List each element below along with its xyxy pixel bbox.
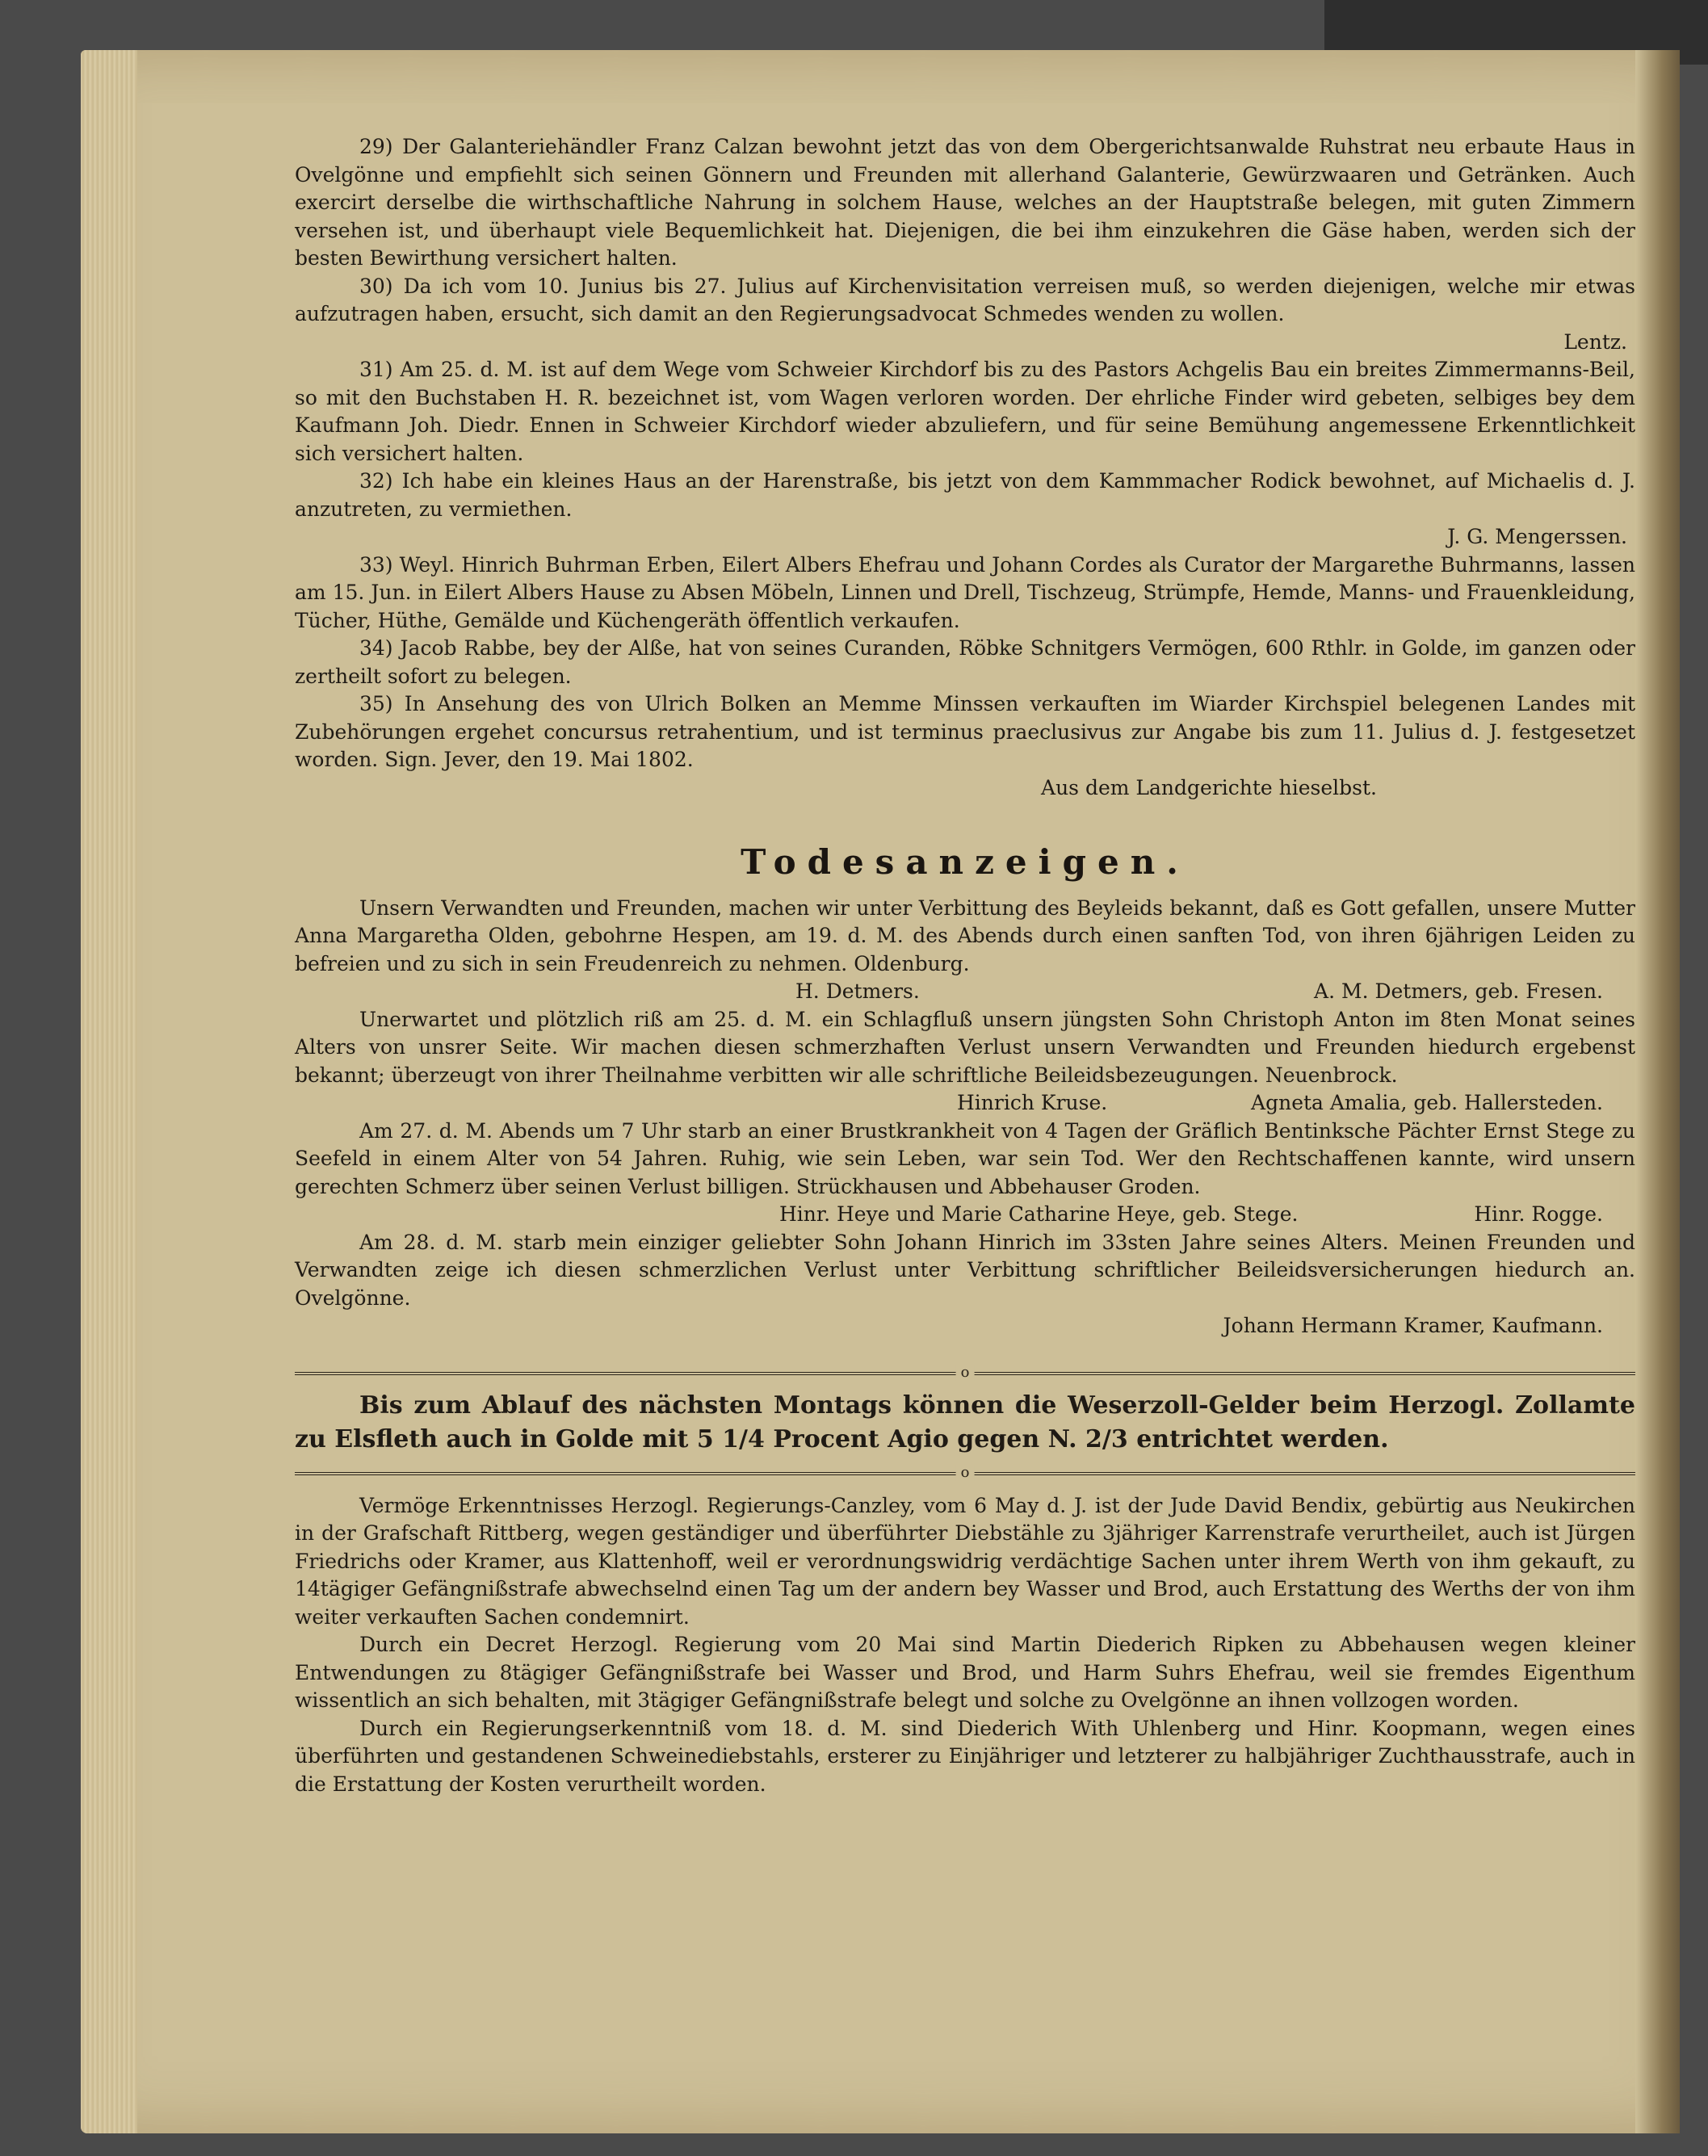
court-ruling-1: Vermöge Erkenntnisses Herzogl. Regierungs-Canzley, vom 6 May d. J. ist der Jude David Bendix, gebürtig aus Neukirchen in der Grafschaft Rittberg, wegen geständiger und überführter Diebstähle zu 3jähriger Karrenstrafe verurtheilet, auch ist Jürgen Friedrichs oder Kramer, aus Klattenhoff, weil er verordnungswidrig verdächtige Sachen unter ihrem Werth von ihm gekauft, zu 14tägiger Gefängnißstrafe abwechselnd einen Tag um der andern bey Wasser und Brod, auch Erstattung des Werths der von ihm weiter verkauften Sachen condemnirt.	[295, 1493, 1635, 1629]
advert-34: 34) Jacob Rabbe, bey der Alße, hat von seines Curanden, Röbke Schnitgers Vermögen, 600 Rthlr. in Golde, im ganzen oder zertheilt sofort zu belegen.	[295, 636, 1635, 688]
signer: Hinr. Heye und Marie Catharine Heye, geb. Stege.	[779, 1202, 1299, 1226]
advert-31: 31) Am 25. d. M. ist auf dem Wege vom Schweier Kirchdorf bis zu des Pastors Achgelis Bau ein breites Zimmermanns-Beil, so mit den Buchstaben H. R. bezeichnet ist, vom Wagen verloren worden. Der ehrliche Finder wird gebeten, selbiges bey dem Kaufmann Joh. Diedr. Ennen in Schweier Kirchdorf wieder abzuliefern, und für seine Bemühung angemessene Erkenntlichkeit sich versichert halten.	[295, 358, 1635, 465]
section-title-death-notices: Todesanzeigen.	[741, 842, 1190, 882]
advert-30: 30) Da ich vom 10. Junius bis 27. Julius auf Kirchenvisitation verreisen muß, so werden diejenigen, welche mir etwas aufzutragen haben, ersucht, sich damit an den Regierungsadvocat Schmedes wenden zu wollen.	[295, 274, 1635, 325]
death-notice-1: Unsern Verwandten und Freunden, machen wir unter Verbittung des Beyleids bekannt, daß es Gott gefallen, unsere Mutter Anna Margaretha Olden, gebohrne Hespen, am 19. d. M. des Abends durch einen sanften Tod, von ihren 6jährigen Leiden zu befreien und zu sich in sein Freudenreich zu nehmen. Oldenburg.	[295, 896, 1635, 975]
divider-ornament: o	[956, 1365, 975, 1381]
death-notice-4-signers	[295, 1312, 1635, 1340]
signer: Agneta Amalia, geb. Hallersteden.	[1251, 1091, 1603, 1114]
signer: Hinr. Rogge.	[1474, 1202, 1603, 1226]
signer: Johann Hermann Kramer, Kaufmann.	[1223, 1314, 1603, 1337]
advert-32-signature: J. G. Mengerssen.	[1447, 525, 1627, 548]
advert-30-signature: Lentz.	[1563, 329, 1627, 354]
court-ruling-2: Durch ein Decret Herzogl. Regierung vom 20 Mai sind Martin Diederich Ripken zu Abbehausen wegen kleiner Entwendungen zu 8tägiger Gefängnißstrafe bei Wasser und Brod, und Harm Suhrs Ehefrau, weil sie fremdes Eigenthum wissentlich an sich behalten, mit 3tägiger Gefängnißstrafe belegt und solche zu Ovelgönne an ihnen vollzogen worden.	[295, 1633, 1635, 1712]
death-notice-2-signers	[295, 1089, 1635, 1118]
signer: H. Detmers.	[795, 979, 920, 1003]
advert-33: 33) Weyl. Hinrich Buhrman Erben, Eilert Albers Ehefrau und Johann Cordes als Curator der Margarethe Buhrmanns, lassen am 15. Jun. in Eilert Albers Hause zu Absen Möbeln, Linnen und Drell, Tischzeug, Strümpfe, Hemde, Manns- und Frauenkleidung, Tücher, Hüthe, Gemälde und Küchengeräth öffentlich verkaufen.	[295, 552, 1635, 632]
death-notice-1-signers	[295, 978, 1635, 1006]
death-notice-2: Unerwartet und plötzlich riß am 25. d. M. ein Schlagfluß unsern jüngsten Sohn Christoph Anton im 8ten Monat seines Alters von unsrer Seite. Wir machen diesen schmerzhaften Verlust unsern Verwandten und Freunden hiedurch ergebenst bekannt; überzeugt von ihrer Theilnahme verbitten wir alle schriftliche Beileidsbezeugungen. Neuenbrock.	[295, 1007, 1635, 1087]
ornamental-divider-top	[295, 1365, 1635, 1381]
customs-notice: Bis zum Ablauf des nächsten Montags können die Weserzoll-Gelder beim Herzogl. Zollamte zu Elsfleth auch in Golde mit 5 1/4 Procent Agio gegen N. 2/3 entrichtet werden.	[295, 1390, 1635, 1453]
signer: Hinrich Kruse.	[957, 1091, 1108, 1114]
page-edge	[81, 50, 137, 2133]
advert-35: 35) In Ansehung des von Ulrich Bolken an Memme Minssen verkauften im Wiarder Kirchspiel belegenen Landes mit Zubehörungen ergehet concursus retrahentium, und ist terminus praeclusivus zur Angabe bis zum 11. Julius d. J. festgesetzet worden. Sign. Jever, den 19. Mai 1802.	[295, 692, 1635, 771]
page-text	[295, 133, 1635, 1798]
death-notice-3-signers	[295, 1201, 1635, 1229]
advert-29: 29) Der Galanteriehändler Franz Calzan bewohnt jetzt das von dem Obergerichtsanwalde Ruhstrat neu erbaute Haus in Ovelgönne und empfiehlt sich seinen Gönnern und Freunden mit allerhand Galanterie, Gewürzwaaren und Getränken. Auch exercirt derselbe die wirthschaftliche Nahrung in solchem Hause, welches an der Hauptstraße belegen, mit guten Zimmern versehen ist, und überhaupt viele Bequemlichkeit hat. Diejenigen, die bei ihm einzukehren die Gäse haben, werden sich der besten Bewirthung versichert halten.	[295, 135, 1635, 270]
death-notice-3: Am 27. d. M. Abends um 7 Uhr starb an einer Brustkrankheit von 4 Tagen der Gräflich Bentinksche Pächter Ernst Stege zu Seefeld in einem Alter von 54 Jahren. Ruhig, wie sein Leben, war sein Tod. Wer den Rechtschaffenen kannte, wird unsern gerechten Schmerz über seinen Verlust billigen. Strückhausen und Abbehauser Groden.	[295, 1118, 1635, 1198]
death-notice-4: Am 28. d. M. starb mein einziger geliebter Sohn Johann Hinrich im 33sten Jahre seines Alters. Meinen Freunden und Verwandten zeige ich diesen schmerzlichen Verlust unter Verbittung schriftlicher Beileidsversicherungen hiedurch an. Ovelgönne.	[295, 1230, 1635, 1310]
court-signature: Aus dem Landgerichte hieselbst.	[1041, 775, 1377, 799]
ornamental-divider-bottom	[295, 1465, 1635, 1481]
court-ruling-3: Durch ein Regierungserkenntniß vom 18. d. M. sind Diederich With Uhlenberg und Hinr. Koopmann, wegen eines überführten und gestandenen Schweinediebstahls, ersterer zu Einjähriger und letzterer zu halbjähriger Zuchthausstrafe, auch in die Erstattung der Kosten verurtheilt worden.	[295, 1716, 1635, 1796]
advert-32: 32) Ich habe ein kleines Haus an der Harenstraße, bis jetzt von dem Kammmacher Rodick bewohnet, auf Michaelis d. J. anzutreten, zu vermiethen.	[295, 469, 1635, 521]
divider-ornament: o	[956, 1465, 975, 1481]
book-gutter	[1635, 50, 1680, 2133]
signer: A. M. Detmers, geb. Fresen.	[1314, 979, 1603, 1003]
